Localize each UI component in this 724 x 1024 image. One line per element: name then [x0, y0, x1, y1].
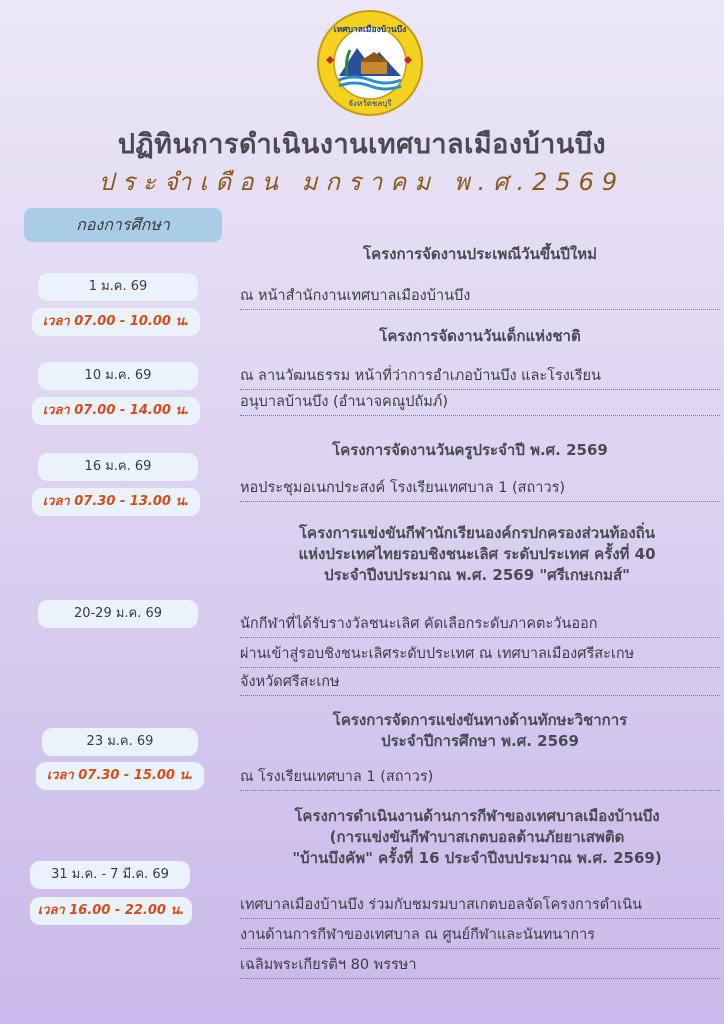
event-title: โครงการดำเนินงานด้านการกีฬาของเทศบาลเมืองบ้านบึง (การแข่งขันกีฬาบาสเกตบอลต้านภัยยาเสพติด "บ้านบึงคัพ" ครั้งที่ 16 ประจำปีงบประมาณ พ.ศ. 2569) [292, 807, 662, 867]
page-title: ปฏิทินการดำเนินงานเทศบาลเมืองบ้านบึง [117, 129, 607, 160]
event-date: 31 ม.ค. - 7 มี.ค. 69 [30, 861, 190, 889]
event-detail: อนุบาลบ้านบึง (อำนาจคณูปถัมภ์) [240, 390, 720, 416]
page-subtitle: ประจำเดือน มกราคม พ.ศ.2569 [98, 168, 626, 196]
event-title: โครงการจัดงานวันเด็กแห่งชาติ [379, 327, 581, 345]
event-title: โครงการจัดงานวันครูประจำปี พ.ศ. 2569 [332, 441, 608, 459]
event-date: 1 ม.ค. 69 [38, 273, 198, 301]
event-detail: งานด้านการกีฬาของเทศบาล ณ ศูนย์กีฬาและนันทนาการ [240, 923, 720, 949]
event-time: เวลา 07.30 - 13.00 น. [32, 488, 200, 516]
event-detail: ณ หน้าสำนักงานเทศบาลเมืองบ้านบึง [240, 284, 720, 310]
event-detail: เทศบาลเมืองบ้านบึง ร่วมกับชมรมบาสเกตบอลจัดโครงการดำเนิน [240, 893, 720, 919]
event-detail: ณ ลานวัฒนธรรม หน้าที่ว่าการอำเภอบ้านบึง และโรงเรียน [240, 364, 720, 390]
event-time: เวลา 07.00 - 10.00 น. [32, 308, 200, 336]
event-detail: เฉลิมพระเกียรติฯ 80 พรรษา [240, 953, 720, 979]
event-date: 10 ม.ค. 69 [38, 362, 198, 390]
event-detail: นักกีฬาที่ได้รับรางวัลชนะเลิศ คัดเลือกระดับภาคตะวันออก [240, 612, 720, 638]
event-time: เวลา 07.00 - 14.00 น. [32, 397, 200, 425]
event-date: 16 ม.ค. 69 [38, 453, 198, 481]
event-title: โครงการจัดการแข่งขันทางด้านทักษะวิชาการ ประจำปีการศึกษา พ.ศ. 2569 [332, 711, 628, 750]
event-detail: ณ โรงเรียนเทศบาล 1 (สถาวร) [240, 765, 720, 791]
event-date: 20-29 ม.ค. 69 [38, 600, 198, 628]
event-time: เวลา 16.00 - 22.00 น. [30, 897, 192, 925]
event-title: โครงการจัดงานประเพณีวันขึ้นปีใหม่ [363, 245, 597, 263]
svg-text:จังหวัดชลบุรี: จังหวัดชลบุรี [348, 99, 392, 108]
department-tab: กองการศึกษา [24, 208, 222, 242]
event-title: โครงการแข่งขันกีฬานักเรียนองค์กรปกครองส่วนท้องถิ่น แห่งประเทศไทยรอบชิงชนะเลิศ ระดับประเทศ ครั้งที่ 40 ประจำปีงบประมาณ พ.ศ. 2569 "ศรีเกษเกมส์" [298, 524, 656, 584]
event-date: 23 ม.ค. 69 [42, 728, 198, 756]
event-time: เวลา 07.30 - 15.00 น. [36, 762, 204, 790]
event-detail: จังหวัดศรีสะเกษ [240, 670, 720, 696]
municipality-logo [317, 10, 423, 116]
svg-text:เทศบาลเมืองบ้านบึง: เทศบาลเมืองบ้านบึง [333, 25, 407, 35]
event-detail: หอประชุมอเนกประสงค์ โรงเรียนเทศบาล 1 (สถาวร) [240, 476, 720, 502]
event-detail: ผ่านเข้าสู่รอบชิงชนะเลิศระดับประเทศ ณ เทศบาลเมืองศรีสะเกษ [240, 642, 720, 668]
